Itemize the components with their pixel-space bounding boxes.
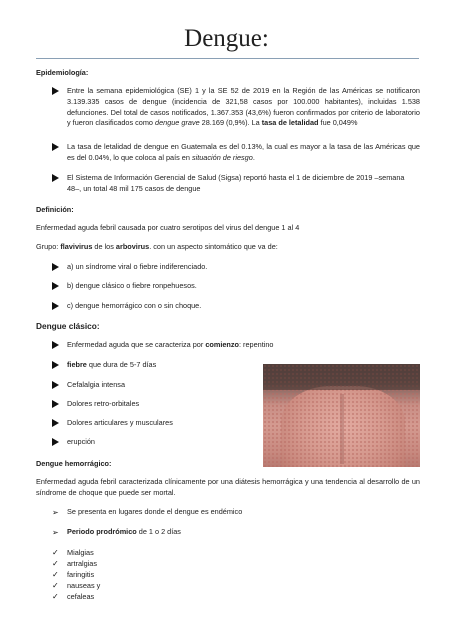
triangle-bullet-icon (52, 142, 64, 155)
epi-bullet-1-text-a: Entre la semana epidemiológica (SE) 1 y la SE 52 de 2019 en la Región de las Américas se notificaron 3.139.335 casos de dengue (incidencia de 321,58 casos por 100.000 habitantes), incluidas 1.538 defunciones. Del total de casos notificados, 1.367.353 (43,6%) fueron confirmados por criterio de laboratorio y fueron clasificados como (67, 86, 420, 128)
triangle-bullet-icon (52, 301, 64, 314)
option-b-text: b) dengue clásico o fiebre ronpehuesos. (67, 281, 197, 290)
check-item-1-text: Mialgias (67, 548, 94, 557)
epi-bullet-2-text-b: . (252, 152, 255, 162)
triangle-bullet-icon (52, 262, 64, 275)
hemorragico-arrow2-bold: Periodo prodrómico (67, 527, 137, 536)
clasico-item1-bold: comienzo (205, 340, 239, 349)
clasico-item5-text: Dolores articulares y musculares (67, 418, 173, 427)
hemorragico-text: Enfermedad aguda febril caracterizada clínicamente por una diátesis hemorrágica y una tendencia al desarrollo de un síndrome de choque que puede ser mortal. (36, 477, 420, 497)
option-c-text: c) dengue hemorrágico con o sin choque. (67, 301, 202, 310)
epi-bullet-2-text-a: La tasa de letalidad de dengue en Guatemala es del 0.13%, la cual es mayor a la tasa de las Américas que es del 0.04%, lo que coloca al país en (67, 142, 420, 162)
epi-bullet-1-strong: tasa de letalidad (261, 118, 319, 128)
page-title: Dengue: (184, 25, 269, 52)
clasico-heading: Dengue clásico: (36, 321, 100, 331)
grupo-text (36, 242, 420, 253)
grupo-pre: Grupo: (36, 242, 61, 251)
rash-photo (263, 364, 420, 467)
arrow-bullet-icon: ➢ (52, 508, 59, 517)
triangle-bullet-icon (52, 281, 64, 294)
definicion-text: Enfermedad aguda febril causada por cuatro serotipos del virus del dengue 1 al 4 (36, 223, 300, 232)
epi-bullet-1-text-b: 28.169 (0,9%). La (199, 118, 262, 128)
grupo-mid: de los (92, 242, 116, 251)
clasico-item3-text: Cefalalgia intensa (67, 380, 126, 389)
triangle-bullet-icon (52, 380, 64, 393)
title-rule (36, 58, 419, 59)
clasico-item2-bold: fiebre (67, 360, 87, 369)
clasico-item4-text: Dolores retro-orbitales (67, 399, 140, 408)
check-icon: ✓ (52, 581, 59, 590)
hemorragico-heading: Dengue hemorrágico: (36, 459, 112, 468)
triangle-bullet-icon (52, 86, 64, 99)
arrow-bullet-icon: ➢ (52, 528, 59, 537)
clasico-item1-pre: Enfermedad aguda que se caracteriza por (67, 340, 206, 349)
triangle-bullet-icon (52, 399, 64, 412)
check-item-3-text: faringitis (67, 570, 95, 579)
check-icon: ✓ (52, 548, 59, 557)
epi-bullet-1-emphasis: dengue grave (155, 118, 200, 128)
epi-bullet-3-text: El Sistema de Información Gerencial de Salud (Sigsa) reportó hasta el 1 de diciembre de 2019 –semana 48–, un total 48 mil 175 casos de dengue (67, 173, 405, 193)
check-icon: ✓ (52, 559, 59, 568)
grupo-flavivirus: flavivirus (60, 242, 93, 251)
triangle-bullet-icon (52, 340, 64, 353)
grupo-arbovirus: arbovirus (115, 242, 150, 251)
epidemiologia-heading: Epidemiología: (36, 68, 89, 77)
check-icon: ✓ (52, 592, 59, 601)
check-item-2-text: artralgias (67, 559, 98, 568)
clasico-item2-post: que dura de 5-7 días (86, 360, 157, 369)
clasico-item1-post: : repentino (238, 340, 274, 349)
epi-bullet-2-emphasis: situación de riesgo (191, 152, 253, 162)
check-item-4-text: nauseas y (67, 581, 101, 590)
check-icon: ✓ (52, 570, 59, 579)
hemorragico-arrow1-text: Se presenta en lugares donde el dengue es endémico (67, 507, 243, 516)
triangle-bullet-icon (52, 418, 64, 431)
definicion-heading: Definición: (36, 205, 74, 214)
grupo-post: . con un aspecto sintomático que va de: (149, 242, 278, 251)
check-item-5-text: cefaleas (67, 592, 95, 601)
epi-bullet-1-text-c: fue 0,049% (318, 118, 358, 128)
triangle-bullet-icon (52, 360, 64, 373)
triangle-bullet-icon (52, 437, 64, 450)
hemorragico-arrow2-post: de 1 o 2 días (136, 527, 181, 536)
triangle-bullet-icon (52, 173, 64, 186)
clasico-item6-text: erupción (67, 437, 95, 446)
option-a-text: a) un síndrome viral o fiebre indiferenciado. (67, 262, 208, 271)
